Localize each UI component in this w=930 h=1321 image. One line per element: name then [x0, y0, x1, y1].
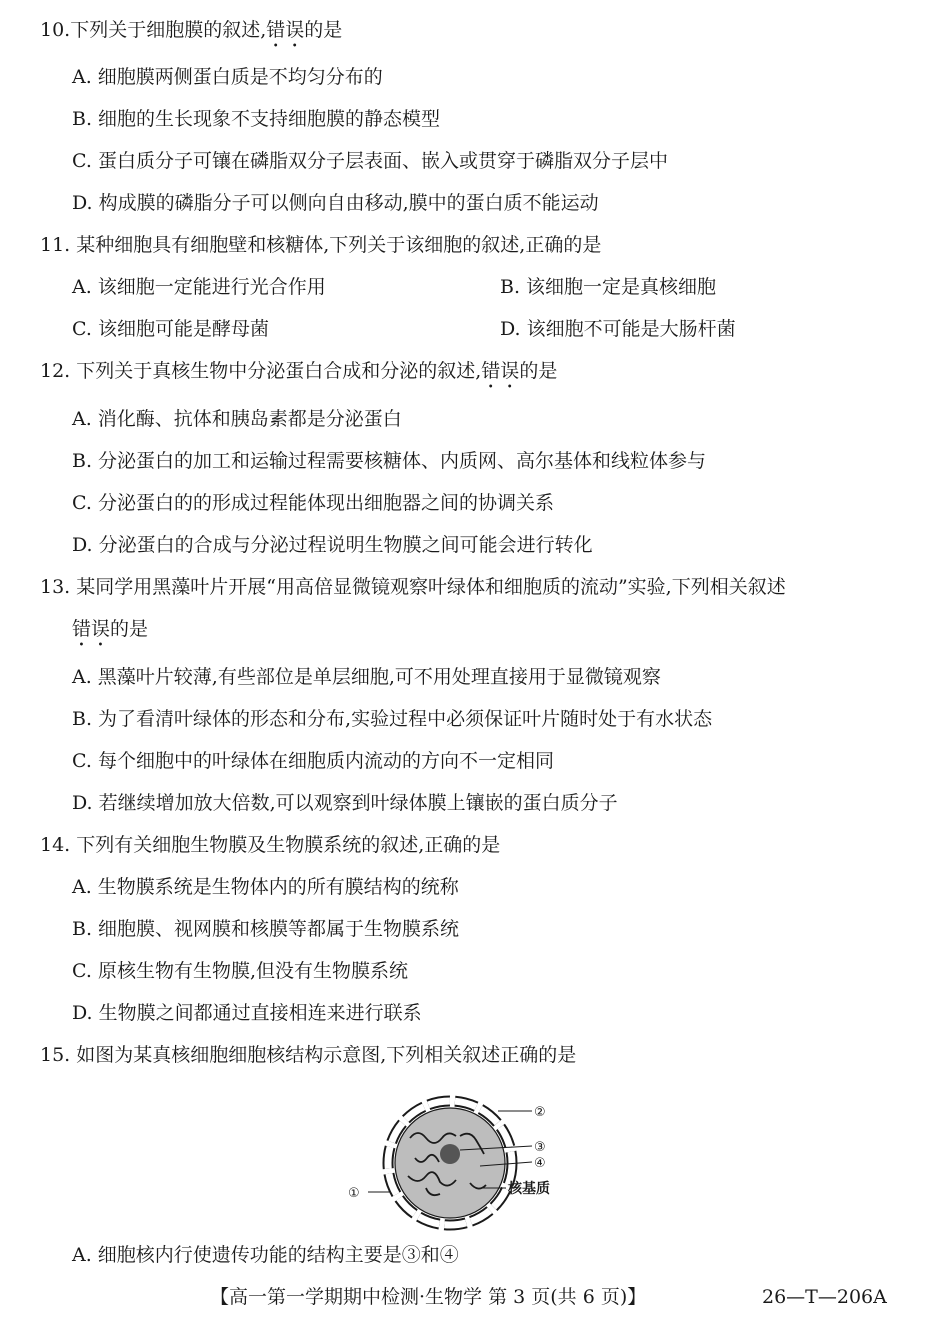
- label-4: ④: [534, 1156, 546, 1171]
- question-14-option-d: D. 生物膜之间都通过直接相连来进行联系: [72, 1002, 422, 1024]
- question-11-option-d: D. 该细胞不可能是大肠杆菌: [500, 318, 736, 340]
- page-footer-code: 26—T—206A: [762, 1286, 887, 1308]
- question-11-option-c: C. 该细胞可能是酵母菌: [72, 318, 269, 340]
- question-13-option-d: D. 若继续增加放大倍数,可以观察到叶绿体膜上镶嵌的蛋白质分子: [72, 792, 618, 814]
- emphasis-text: 错误: [72, 618, 111, 640]
- question-10-option-d: D. 构成膜的磷脂分子可以侧向自由移动,膜中的蛋白质不能运动: [72, 192, 599, 214]
- question-12-option-a: A. 消化酶、抗体和胰岛素都是分泌蛋白: [72, 408, 402, 430]
- question-13-option-a: A. 黑藻叶片较薄,有些部位是单层细胞,可不用处理直接用于显微镜观察: [72, 666, 661, 688]
- question-14-option-a: A. 生物膜系统是生物体内的所有膜结构的统称: [72, 876, 459, 898]
- question-14-option-c: C. 原核生物有生物膜,但没有生物膜系统: [72, 960, 408, 982]
- emphasis-text: 错误: [481, 360, 520, 382]
- question-12-option-b: B. 分泌蛋白的加工和运输过程需要核糖体、内质网、高尔基体和线粒体参与: [72, 450, 707, 472]
- question-14-stem: 14. 下列有关细胞生物膜及生物膜系统的叙述,正确的是: [40, 834, 501, 856]
- nucleus-diagram: [340, 1088, 600, 1238]
- label-3: ③: [534, 1140, 546, 1155]
- question-15-option-a: A. 细胞核内行使遗传功能的结构主要是③和④: [72, 1244, 459, 1266]
- page-footer-title: 【高一第一学期期中检测·生物学 第 3 页(共 6 页)】: [210, 1286, 647, 1308]
- label-1: ①: [348, 1186, 360, 1201]
- question-13-stem-line-2: 错误的是: [72, 618, 149, 640]
- label-nuclear-matrix: 核基质: [508, 1181, 550, 1197]
- question-10-option-b: B. 细胞的生长现象不支持细胞膜的静态模型: [72, 108, 441, 130]
- question-10-stem: 10.下列关于细胞膜的叙述,错误的是: [40, 19, 343, 41]
- question-11-option-a: A. 该细胞一定能进行光合作用: [72, 276, 326, 298]
- question-15-stem: 15. 如图为某真核细胞细胞核结构示意图,下列相关叙述正确的是: [40, 1044, 577, 1066]
- question-10-option-a: A. 细胞膜两侧蛋白质是不均匀分布的: [72, 66, 383, 88]
- question-13-stem-line-1: 13. 某同学用黑藻叶片开展“用高倍显微镜观察叶绿体和细胞质的流动”实验,下列相关叙述: [40, 576, 786, 598]
- question-11-stem: 11. 某种细胞具有细胞壁和核糖体,下列关于该细胞的叙述,正确的是: [40, 234, 602, 256]
- nucleolus: [440, 1144, 460, 1164]
- question-12-option-c: C. 分泌蛋白的的形成过程能体现出细胞器之间的协调关系: [72, 492, 554, 514]
- label-2: ②: [534, 1105, 546, 1120]
- question-12-stem: 12. 下列关于真核生物中分泌蛋白合成和分泌的叙述,错误的是: [40, 360, 558, 382]
- question-13-option-c: C. 每个细胞中的叶绿体在细胞质内流动的方向不一定相同: [72, 750, 554, 772]
- question-13-option-b: B. 为了看清叶绿体的形态和分布,实验过程中必须保证叶片随时处于有水状态: [72, 708, 713, 730]
- question-12-option-d: D. 分泌蛋白的合成与分泌过程说明生物膜之间可能会进行转化: [72, 534, 593, 556]
- question-11-option-b: B. 该细胞一定是真核细胞: [500, 276, 717, 298]
- question-14-option-b: B. 细胞膜、视网膜和核膜等都属于生物膜系统: [72, 918, 460, 940]
- question-10-option-c: C. 蛋白质分子可镶在磷脂双分子层表面、嵌入或贯穿于磷脂双分子层中: [72, 150, 668, 172]
- emphasis-text: 错误: [266, 19, 305, 41]
